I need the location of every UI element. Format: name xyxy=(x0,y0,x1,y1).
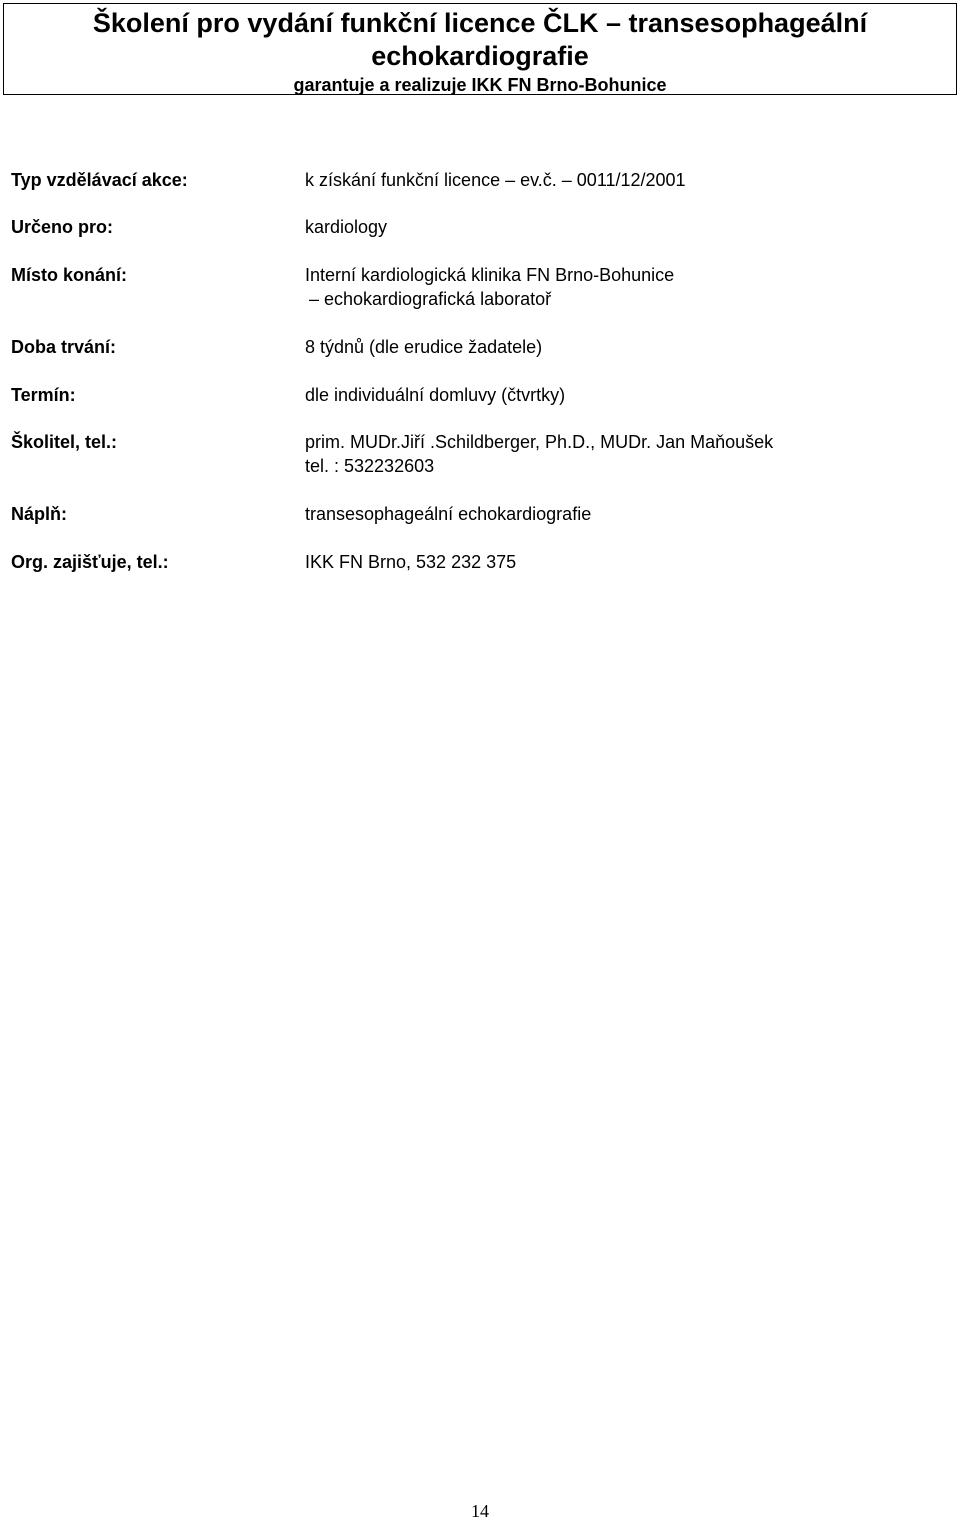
document-title-box xyxy=(3,3,957,95)
field-value-napln: transesophageální echokardiografie xyxy=(305,504,592,524)
document-title-line-1: Školení pro vydání funkční licence ČLK – transesophageální xyxy=(92,8,868,38)
field-value-skolitel-line-1: prim. MUDr.Jiří .Schildberger, Ph.D., MUDr. Jan Maňoušek xyxy=(305,432,774,452)
page-number: 14 xyxy=(471,1501,489,1521)
field-label-doba: Doba trvání: xyxy=(11,337,117,357)
document-title-line-2: echokardiografie xyxy=(371,41,589,71)
field-value-urceno: kardiology xyxy=(305,217,388,237)
field-value-misto xyxy=(305,263,674,311)
field-label-misto: Místo konání: xyxy=(11,265,127,285)
field-label-skolitel: Školitel, tel.: xyxy=(11,432,118,452)
field-label-org: Org. zajišťuje, tel.: xyxy=(11,552,169,572)
field-value-misto-line-2: – echokardiografická laboratoř xyxy=(309,289,552,309)
document-subtitle: garantuje a realizuje IKK FN Brno-Bohunice xyxy=(293,75,667,95)
field-label-termin: Termín: xyxy=(11,385,76,405)
field-value-misto-line-1: Interní kardiologická klinika FN Brno-Bohunice xyxy=(305,265,675,285)
field-value-typ: k získání funkční licence – ev.č. – 0011/12/2001 xyxy=(305,170,686,190)
field-value-doba: 8 týdnů (dle erudice žadatele) xyxy=(305,337,543,357)
field-label-napln: Náplň: xyxy=(11,504,67,524)
field-value-skolitel xyxy=(305,430,773,478)
field-value-skolitel-line-2: tel. : 532232603 xyxy=(305,456,435,476)
field-value-org: IKK FN Brno, 532 232 375 xyxy=(305,552,517,572)
field-value-termin: dle individuální domluvy (čtvrtky) xyxy=(305,385,566,405)
field-label-typ: Typ vzdělávací akce: xyxy=(11,170,188,190)
field-label-urceno: Určeno pro: xyxy=(11,217,114,237)
